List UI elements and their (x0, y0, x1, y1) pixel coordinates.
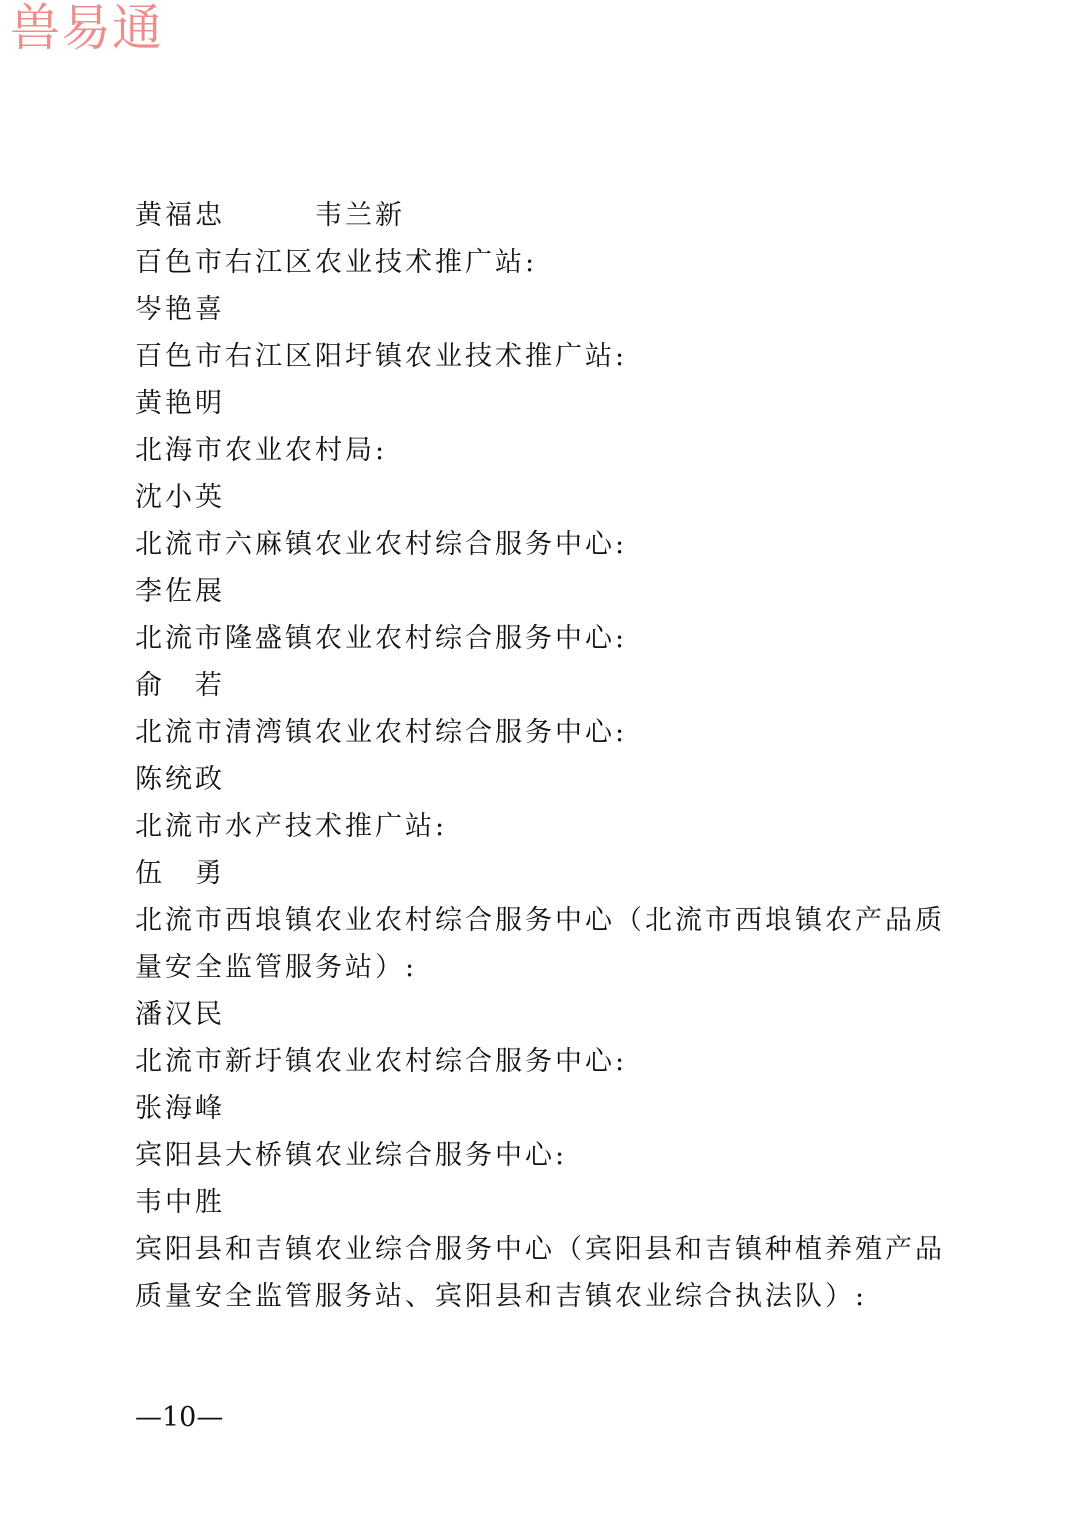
text-line: 黄艳明 (135, 388, 225, 419)
text-line: 北流市清湾镇农业农村综合服务中心: (135, 717, 628, 748)
text-line: 潘汉民 (135, 999, 225, 1030)
text-line: 北流市隆盛镇农业农村综合服务中心: (135, 623, 628, 654)
text-line: 韦中胜 (135, 1187, 225, 1218)
text-line: 陈统政 (135, 764, 225, 795)
text-line: 伍 勇 (135, 858, 225, 889)
text-line: 俞 若 (135, 670, 225, 701)
text-line: 张海峰 (135, 1093, 225, 1124)
text-line: 宾阳县大桥镇农业综合服务中心: (135, 1140, 568, 1171)
text-line: 李佐展 (135, 576, 225, 607)
text-line: 黄福忠 韦兰新 (135, 200, 405, 231)
text-line: 北流市新圩镇农业农村综合服务中心: (135, 1046, 628, 1077)
watermark-logo: 兽易通 (10, 0, 163, 57)
page-number: —10— (135, 1402, 224, 1433)
text-line: 百色市右江区阳圩镇农业技术推广站: (135, 341, 628, 372)
document-body (135, 192, 945, 1320)
text-line: 北海市农业农村局: (135, 435, 388, 466)
text-line: 百色市右江区农业技术推广站: (135, 247, 538, 278)
text-line: 北流市水产技术推广站: (135, 811, 448, 842)
text-line: 沈小英 (135, 482, 225, 513)
text-line: 岑艳喜 (135, 294, 225, 325)
text-line: 量安全监管服务站）: (135, 952, 418, 983)
text-line: 宾阳县和吉镇农业综合服务中心（宾阳县和吉镇种植养殖产品 (135, 1234, 945, 1265)
text-line: 北流市六麻镇农业农村综合服务中心: (135, 529, 628, 560)
text-line: 北流市西埌镇农业农村综合服务中心（北流市西埌镇农产品质 (135, 905, 945, 936)
text-line: 质量安全监管服务站、宾阳县和吉镇农业综合执法队）: (135, 1281, 868, 1312)
